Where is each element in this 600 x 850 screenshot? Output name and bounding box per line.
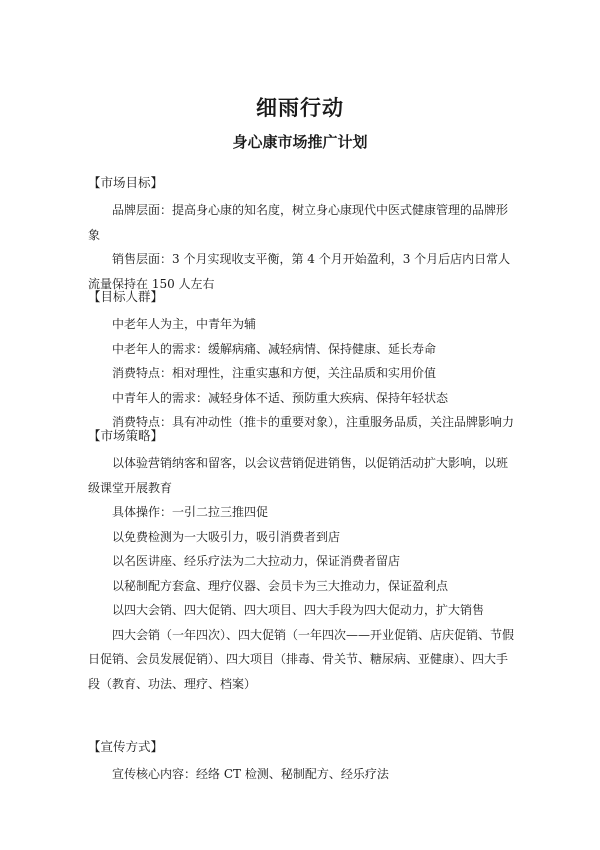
section-heading: 【市场策略】 — [88, 428, 164, 443]
paragraph: 销售层面：3 个月实现收支平衡，第 4 个月开始盈利，3 个月后店内日常人流量保持在 150 人左右 — [88, 252, 511, 291]
paragraph: 宣传核心内容：经络 CT 检测、秘制配方、经乐疗法 — [112, 767, 389, 781]
paragraph: 以四大会销、四大促销、四大项目、四大手段为四大促动力，扩大销售 — [112, 603, 485, 617]
section-promotion-methods — [88, 738, 518, 787]
section-heading: 【宣传方式】 — [88, 739, 164, 754]
section-market-goals — [88, 174, 518, 296]
paragraph: 中老年人为主，中青年为辅 — [112, 317, 257, 331]
paragraph: 中青年人的需求：减轻身体不适、预防重大疾病、保持年轻状态 — [112, 390, 449, 405]
paragraph: 品牌层面：提高身心康的知名度，树立身心康现代中医式健康管理的品牌形象 — [88, 203, 509, 242]
paragraph: 具体操作：一引二拉三推四促 — [112, 505, 269, 519]
paragraph: 消费特点：具有冲动性（推卡的重要对象），注重服务品质，关注品牌影响力 — [112, 415, 515, 429]
section-heading: 【市场目标】 — [88, 175, 164, 190]
document-subtitle: 身心康市场推广计划 — [232, 133, 368, 151]
paragraph: 中老年人的需求：缓解病痛、减轻病情、保持健康、延长寿命 — [112, 341, 437, 356]
document-title: 细雨行动 — [256, 96, 344, 120]
paragraph: 以名医讲座、经乐疗法为二大拉动力，保证消费者留店 — [112, 554, 401, 568]
paragraph: 消费特点：相对理性，注重实惠和方便，关注品质和实用价值 — [112, 366, 437, 380]
section-target-audience — [88, 288, 518, 435]
paragraph: 四大会销（一年四次）、四大促销（一年四次——开业促销、店庆促销、节假日促销、会员发展促销）、四大项目（排毒、骨关节、糖尿病、亚健康）、四大手段（教育、功法、理疗、档案） — [88, 627, 515, 691]
paragraph: 以体验营销纳客和留客，以会议营销促进销售，以促销活动扩大影响，以班级课堂开展教育 — [88, 456, 509, 495]
section-heading: 【目标人群】 — [88, 289, 164, 304]
paragraph: 以免费检测为一大吸引力，吸引消费者到店 — [112, 529, 341, 544]
paragraph: 以秘制配方套盒、理疗仪器、会员卡为三大推动力，保证盈利点 — [112, 578, 449, 593]
section-market-strategy — [88, 427, 518, 696]
